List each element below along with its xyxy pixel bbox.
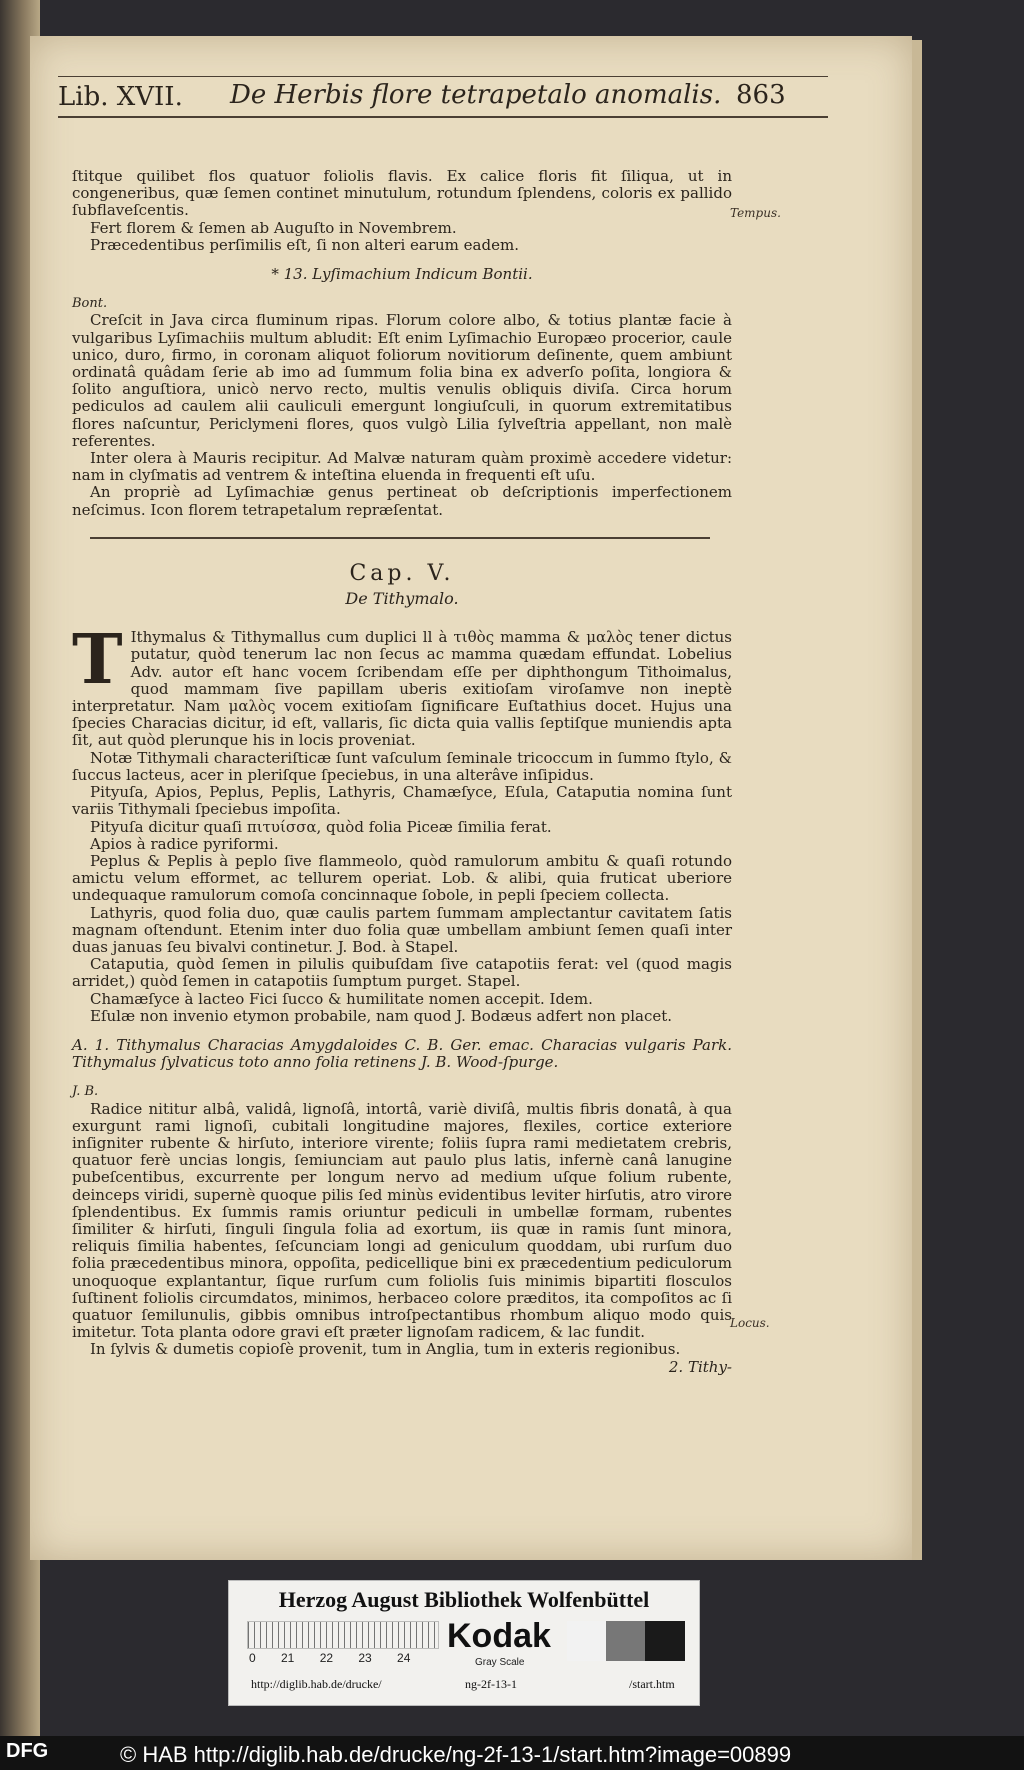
drop-cap: T xyxy=(72,620,123,701)
paragraph: Radice nititur albâ, validâ, lignoſâ, intortâ, variè diviſâ, multis fibris donatâ, à qua exurgunt rami lignoſi, cubitali longitudine majores, flexiles, cortice exteriore inſigniter rubente & hirſuto, interiore virente; foliis ſupra rami medietatem crebris, quatuor ferè uncias longis, ſemiunciam aut paulo plus latis, infernè canâ lanugine pubeſcentibus, excurrente per longum nervo ad medium uſque folium rubente, deinceps viridi, supernè quoque pilis ſed minùs evidentibus leviter hirſutis, atro virore ſplendentibus. Ex ſummis ramis oriuntur pediculi in umbellæ formam, rubentes ſimiliter & hirſuti, ſinguli ſingula folia ad exortum, iis quæ in ramis ſunt minora, reliquis ſimilia habentes, ſeſcunciam longi ad geniculum quoddam, ubi rurſum duo folia præcedentibus minora, oppoſita, pedicellique bini ex præcedentium pediculorum unoquoque explantantur, ſique rurſum cum foliolis ſuis minimis bipartiti flosculos ſuſtinent foliolis circumdatos, minimos, herbaceo colore præditos, ita compoſitos ac ſi quatuor ſemilunulis, gibbis omnibus introſpectantibus rhombum aliquo modo quis imitetur. Tota planta odore gravi eſt præter lignoſam radicem, & lac fundit. xyxy=(72,1099,732,1342)
section-divider xyxy=(90,537,710,539)
stamp-id: ng-2f-13-1 xyxy=(465,1677,517,1691)
ruler-numbers: 0 21 22 23 24 xyxy=(249,1651,411,1665)
paragraph: Lathyris, quod folia duo, quæ caulis partem ſummam amplectantur cavitatem ſatis magnam oſtendunt. Etenim inter duo folia quæ umbellam ambiunt ſemen quaſi inter duas januas ſeu bivalvi continetur. J. Bod. à Stapel. xyxy=(72,903,732,956)
paragraph: Cataputia, quòd ſemen in pilulis quibuſdam ſive catapotiis ferat: vel (quod magis arridet,) quòd ſemen in catapotiis ſumptum purget. Stapel. xyxy=(72,955,732,991)
stamp-start: /start.htm xyxy=(629,1677,675,1691)
paragraph: Inter olera à Mauris recipitur. Ad Malvæ naturam quàm proximè accedere videtur: nam in clyſmatis ad ventrem & inteſtina eluenda in frequenti eſt uſu. xyxy=(72,449,732,485)
paragraph: In ſylvis & dumetis copioſè provenit, tum in Anglia, tum in exteris regionibus. xyxy=(90,1340,681,1359)
chapter-title: Cap. V. xyxy=(349,560,455,586)
author-tag: Bont. xyxy=(72,296,108,312)
paragraph-text: Ithymalus & Tithymallus cum duplici ll à τιθὸς mamma & μαλὸς tener dictus putatur, quòd tenerum lac non ſecus ac mamma quædam effundat. Lobelius Adv. autor eſt hanc vocem ſcribendam eſſe per diphthongum Tithoimalus, quod mammam ſive papillam uberis exitioſam viroſamve non ineptè interpretatur. Nam μαλὸς vocem exitioſam ſignificare Euſtathius docet. Hujus una ſpecies Characias dicitur, id eſt, vallaris, ſic dicta quia vallis ſeptiſque muniendis apta ſit, aut quòd plerunque his in locis proveniat. xyxy=(72,628,732,750)
text-line: Fert florem & ſemen ab Auguſto in Novembrem. xyxy=(90,218,457,237)
paragraph: Notæ Tithymali characteriſticæ ſunt vaſculum ſeminale tricoccum in ſummo ſtylo, & ſuccus lacteus, acer in pleriſque ſpeciebus, in una alterâve inſipidus. xyxy=(72,748,732,784)
book-label: Lib. XVII. xyxy=(58,82,183,112)
species-heading: A. 1. Tithymalus Characias Amygdaloides C. B. Ger. emac. Characias vulgaris Park. Tithymalus ſylvaticus toto anno folia retinens J. B. Wood-ſpurge. xyxy=(72,1035,732,1072)
paragraph xyxy=(72,620,732,750)
running-title: De Herbis flore tetrapetalo anomalis. xyxy=(230,80,722,110)
footer-link[interactable]: © HAB http://diglib.hab.de/drucke/ng-2f-13-1/start.htm?image=00899 xyxy=(120,1742,792,1767)
paragraph: Pityuſa dicitur quaſi πιτυίσσα, quòd folia Piceæ ſimilia ferat. xyxy=(90,817,552,836)
catchword: 2. Tithy- xyxy=(668,1357,732,1376)
kodak-logo: Kodak xyxy=(447,1617,551,1655)
library-stamp xyxy=(228,1580,700,1706)
page-number: 863 xyxy=(736,80,786,110)
gray-patches xyxy=(567,1621,685,1661)
grayscale-label: Gray Scale xyxy=(475,1657,525,1668)
text-line: Præcedentibus perſimilis eſt, ſi non alteri earum eadem. xyxy=(90,235,519,254)
margin-note-tempus: Tempus. xyxy=(730,206,781,220)
page-edge xyxy=(912,40,922,1560)
paragraph: Creſcit in Java circa fluminum ripas. Florum colore albo, & totius plantæ facie à vulgaribus Lyſimachiis multum abludit: Eſt enim Lyſimachio Europæo procerior, caule unico, duro, firmo, in coronam aliquot foliorum novitiorum deſinente, quem ambiunt ordinatâ quâdam ſerie ab imo ad ſummum folia bina ex adverſo poſita, longiora & ſolito anguſtiora, unicò nervo recto, multis venulis obliquis diviſa. Circa horum pediculos ad caulem alii cauliculi emergunt longiuſculi, in quorum extremitatibus flores naſcuntur, Periclymeni flores, quos vulgò Lilia ſylveſtria appellant, non malè referentes. xyxy=(72,311,732,450)
dfg-logo: DFG xyxy=(6,1740,49,1762)
stamp-title: Herzog August Bibliothek Wolfenbüttel xyxy=(278,1587,650,1612)
author-tag: J. B. xyxy=(72,1084,99,1100)
paragraph: Apios à radice pyriformi. xyxy=(90,834,279,853)
page-body xyxy=(72,168,732,1376)
header-rule-top xyxy=(58,76,828,77)
paragraph: Eſulæ non invenio etymon probabile, nam quod J. Bodæus adfert non placet. xyxy=(90,1006,673,1025)
paragraph: Chamæſyce à lacteo Fici ſucco & humilitate nomen accepit. Idem. xyxy=(90,989,593,1008)
text-line: ſtitque quilibet flos quatuor foliolis flavis. Ex calice floris fit ſiliqua, ut in congeneribus, quæ ſemen continet minutulum, rotundum ſplendens, coloris ex pallido ſubflaveſcentis. xyxy=(72,167,732,220)
ruler-scale xyxy=(247,1621,439,1649)
paragraph: Pityuſa, Apios, Peplus, Peplis, Lathyris, Chamæſyce, Eſula, Cataputia nomina ſunt variis Tithymali ſpeciebus impoſita. xyxy=(72,783,732,819)
margin-note-locus: Locus. xyxy=(730,1316,770,1330)
header-rule-bottom xyxy=(58,116,828,118)
section-heading: * 13. Lyſimachium Indicum Bontii. xyxy=(271,265,533,284)
chapter-subtitle: De Tithymalo. xyxy=(345,589,459,609)
paragraph: Peplus & Peplis à peplo ſive flammeolo, quòd ramulorum ambitu & quaſi rotundo amictu velum efformet, ac tellurem operiat. Lob. & alibi, quia fruticat uberiore undequaque ramulorum comoſa concinnaque ſobole, in pepli ſpeciem collecta. xyxy=(72,851,732,905)
paragraph: An propriè ad Lyſimachiæ genus pertineat ob deſcriptionis imperfectionem neſcimus. Icon florem tetrapetalum repræſentat. xyxy=(72,483,732,519)
stamp-url: http://diglib.hab.de/drucke/ xyxy=(251,1677,382,1691)
